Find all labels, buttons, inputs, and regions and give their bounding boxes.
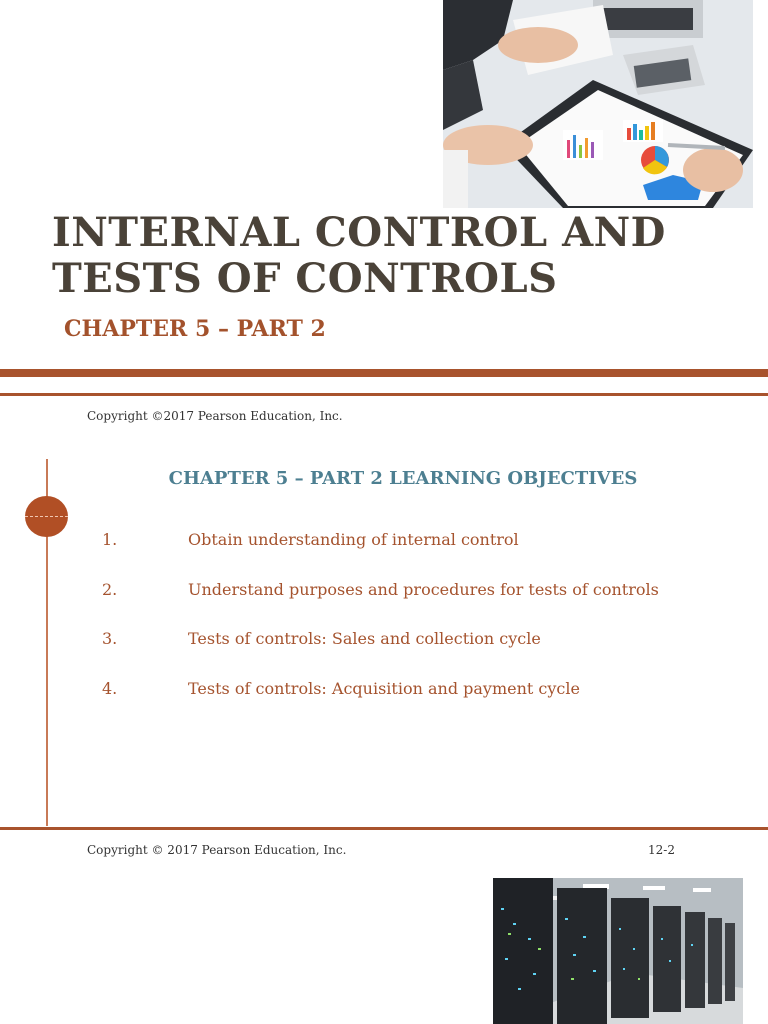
objective-text: Tests of controls: Sales and collection cycle (188, 629, 541, 648)
title-line-2: TESTS OF CONTROLS (52, 255, 558, 302)
objectives-heading: CHAPTER 5 – PART 2 LEARNING OBJECTIVES (168, 468, 638, 489)
copyright-slide-1: Copyright ©2017 Pearson Education, Inc. (87, 409, 343, 423)
objective-text: Obtain understanding of internal control (188, 530, 519, 549)
divider-bottom (0, 827, 768, 830)
server-room-photo (493, 878, 743, 1024)
objective-text: Understand purposes and procedures for tests of controls (188, 580, 659, 599)
objective-item-2 (0, 580, 700, 606)
slide-subtitle: CHAPTER 5 – PART 2 (64, 316, 326, 342)
objective-item-4 (0, 679, 700, 705)
objective-number: 3. (102, 629, 118, 648)
copyright-slide-2: Copyright © 2017 Pearson Education, Inc. (87, 843, 347, 857)
title-line-1: INTERNAL CONTROL AND (52, 209, 666, 256)
objective-item-3 (0, 629, 700, 655)
objective-number: 4. (102, 679, 118, 698)
divider-thin (0, 393, 768, 396)
objective-item-1 (0, 530, 700, 556)
slide-title (52, 210, 692, 302)
server-room-illustration (493, 878, 743, 1024)
objective-number: 1. (102, 530, 118, 549)
objective-number: 2. (102, 580, 118, 599)
divider-thick (0, 369, 768, 377)
business-charts-illustration (443, 0, 753, 208)
page-number: 12-2 (648, 843, 675, 857)
business-charts-photo (443, 0, 753, 208)
objective-text: Tests of controls: Acquisition and payment cycle (188, 679, 580, 698)
